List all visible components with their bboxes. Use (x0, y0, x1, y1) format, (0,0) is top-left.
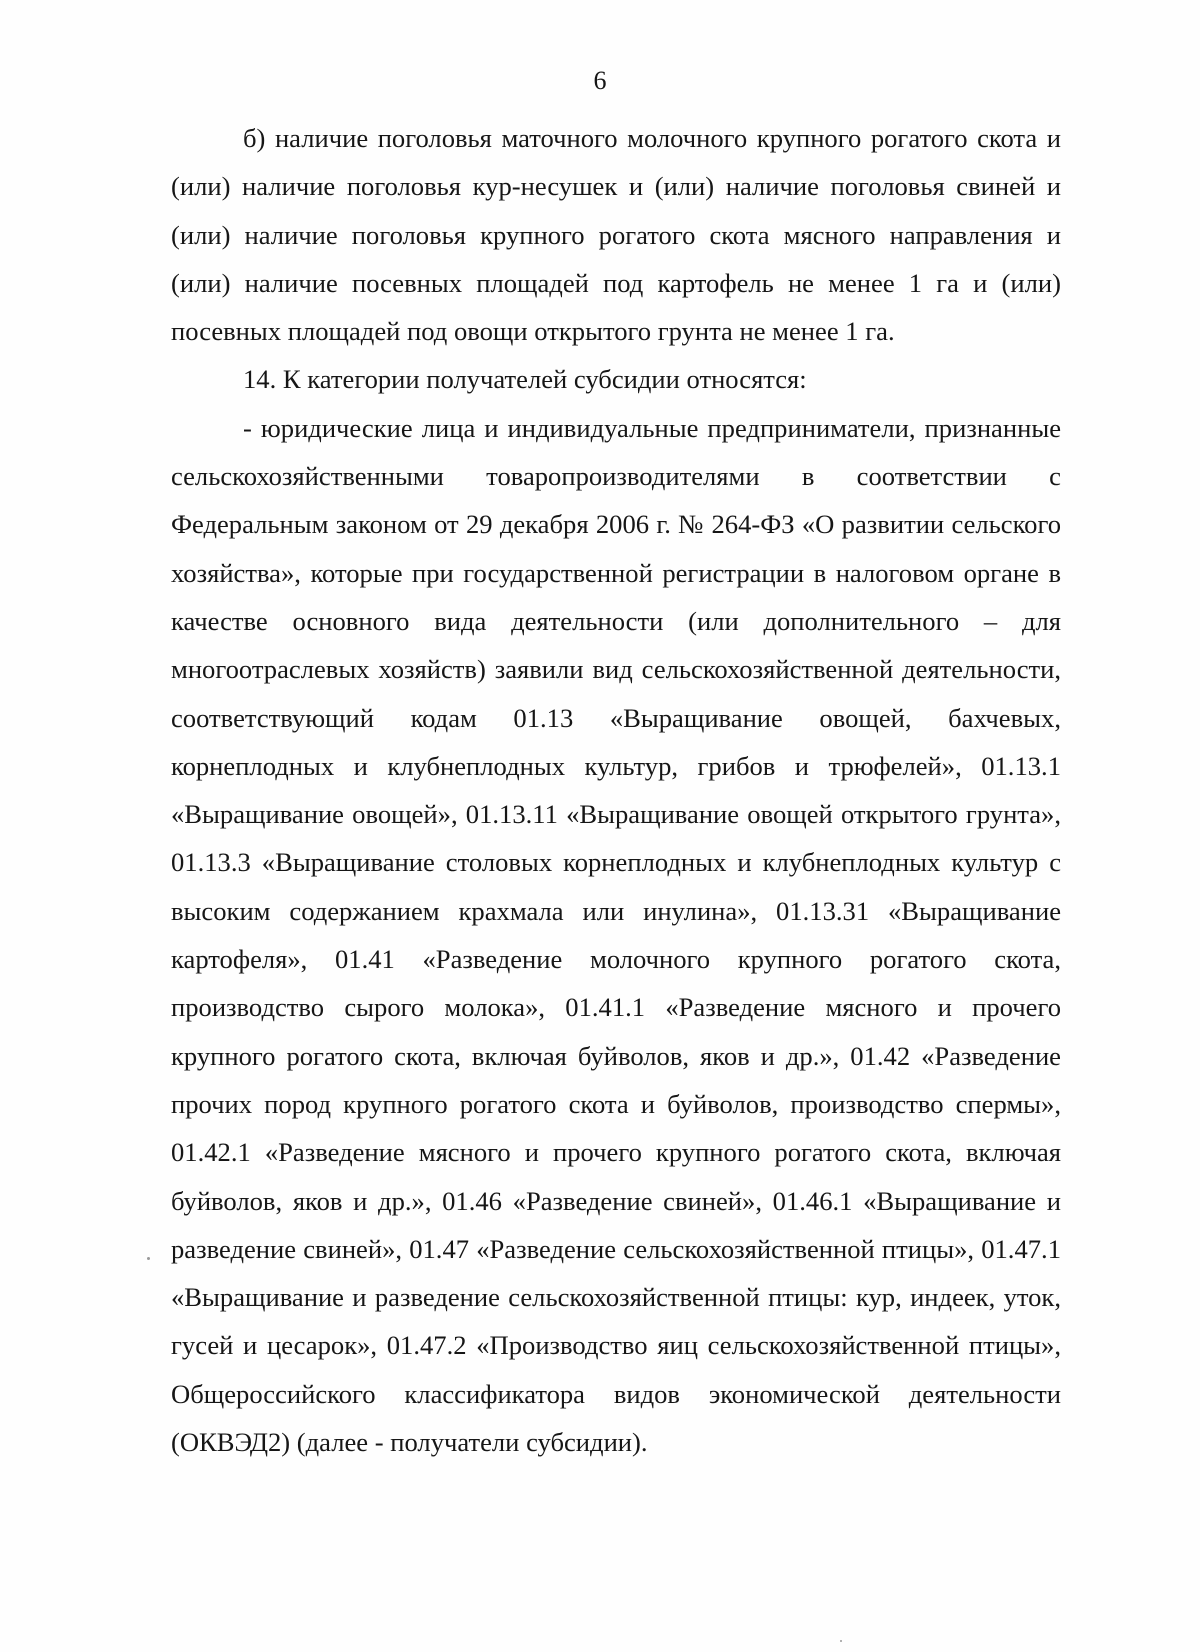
scan-speck (147, 1257, 150, 1260)
paragraph-item-14-heading: 14. К категории получателей субсидии относятся: (243, 364, 807, 395)
document-body (171, 114, 1061, 1466)
paragraph-livestock-requirement: б) наличие поголовья маточного молочного крупного рогатого скота и (или) наличие поголовья кур-несушек и (или) наличие поголовья свиней и (или) наличие поголовья крупного рогатого скота мясного направления и (или) наличие посевных площадей под картофель не менее 1 га и (или) посевных площадей под овощи открытого грунта не менее 1 га. (171, 123, 1061, 347)
scan-speck (840, 1640, 842, 1642)
paragraph-recipient-category: - юридические лица и индивидуальные предприниматели, признанные сельскохозяйственными товаропроизводителями в соответствии с Федеральным законом от 29 декабря 2006 г. № 264-ФЗ «О развитии сельского хозяйства», которые при государственной регистрации в налоговом органе в качестве основного вида деятельности (или дополнительного – для многоотраслевых хозяйств) заявили вид сельскохозяйственной деятельности, соответствующий кодам 01.13 «Выращивание овощей, бахчевых, корнеплодных и клубнеплодных культур, грибов и трюфелей», 01.13.1 «Выращивание овощей», 01.13.11 «Выращивание овощей открытого грунта», 01.13.3 «Выращивание столовых корнеплодных и клубнеплодных культур с высоким содержанием крахмала или инулина», 01.13.31 «Выращивание картофеля», 01.41 «Разведение молочного крупного рогатого скота, производство сырого молока», 01.41.1 «Разведение мясного и прочего крупного рогатого скота, включая буйволов, яков и др.», 01.42 «Разведение прочих пород крупного рогатого скота и буйволов, производство спермы», 01.42.1 «Разведение мясного и прочего крупного рогатого скота, включая буйволов, яков и др.», 01.46 «Разведение свиней», 01.46.1 «Выращивание и разведение свиней», 01.47 «Разведение сельскохозяйственной птицы», 01.47.1 «Выращивание и разведение сельскохозяйственной птицы: кур, индеек, уток, гусей и цесарок», 01.47.2 «Производство яиц сельскохозяйственной птицы», Общероссийского классификатора видов экономической деятельности (ОКВЭД2) (далее - получатели субсидии). (171, 412, 1061, 1458)
page-number: 6 (593, 66, 607, 95)
